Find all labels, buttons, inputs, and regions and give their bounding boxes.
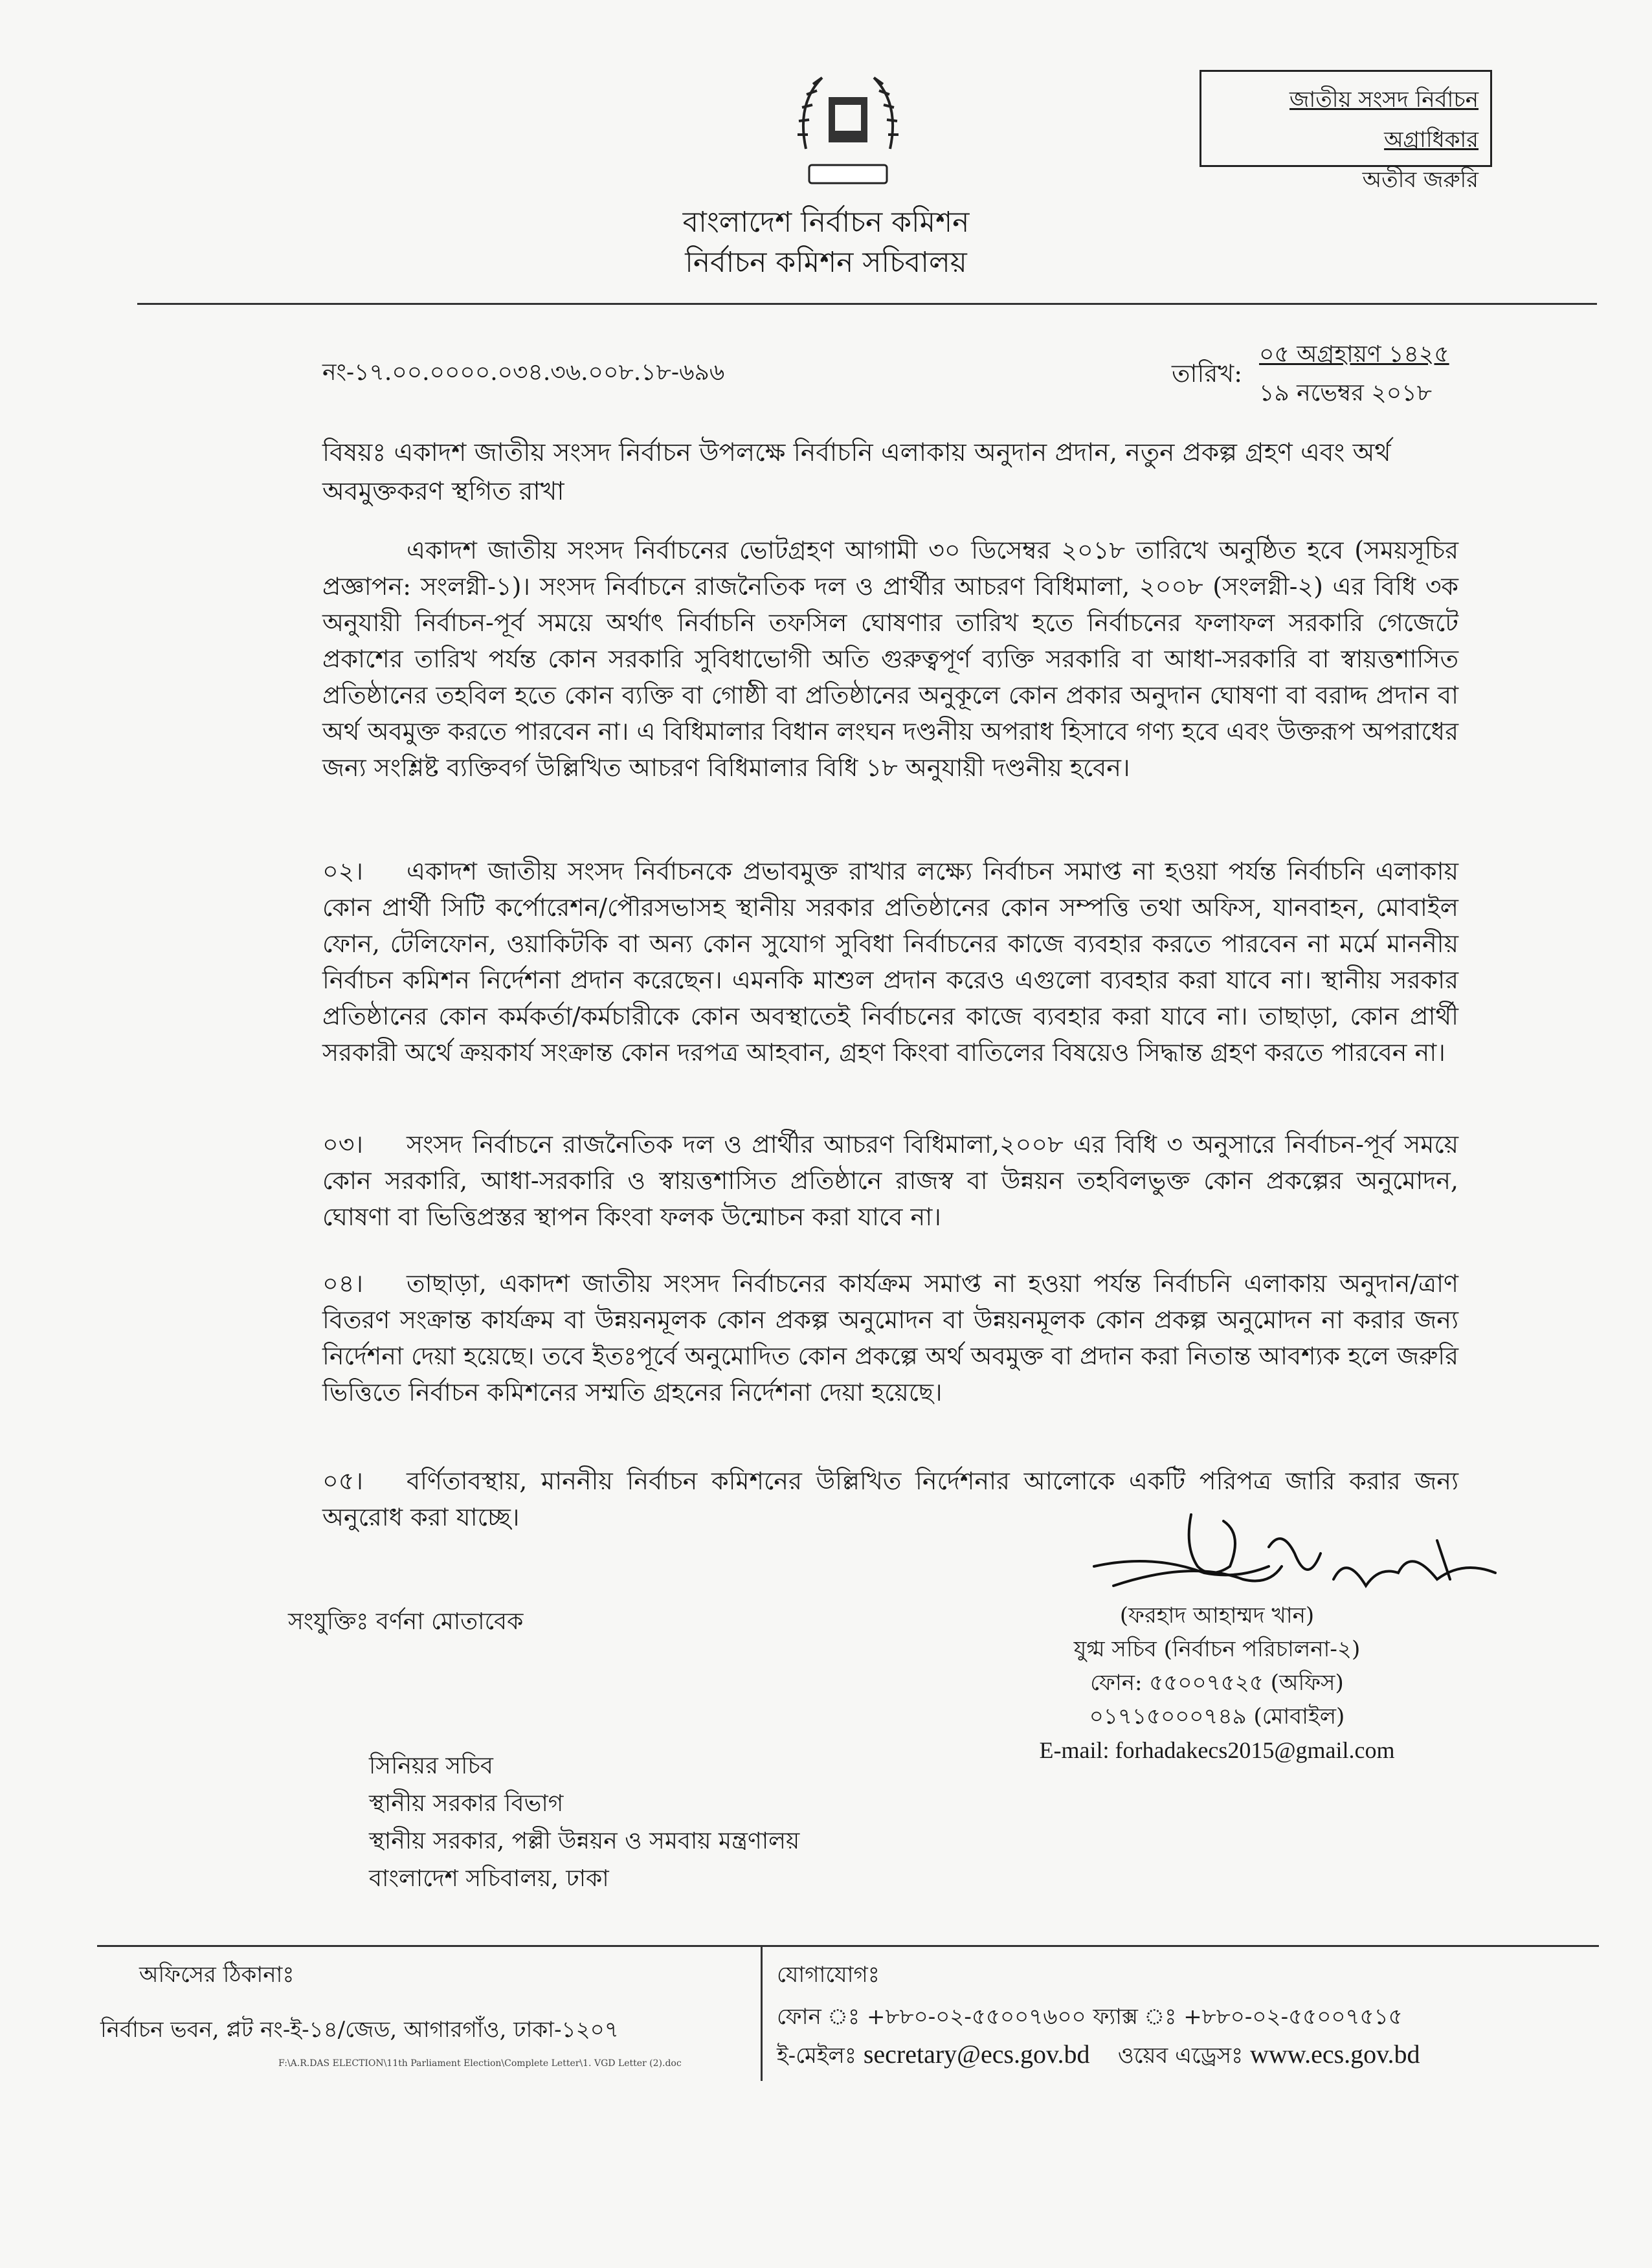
- contact-label: যোগাযোগঃ: [777, 1962, 880, 1988]
- paragraph-03: [322, 1126, 1458, 1235]
- paragraph-number: ০৪।: [322, 1269, 363, 1298]
- paragraph-number: ০২।: [322, 857, 364, 885]
- header-divider: [137, 303, 1597, 305]
- paragraph-02: [322, 853, 1458, 1071]
- addressee-line: স্থানীয় সরকার, পল্লী উন্নয়ন ও সমবায় মন্ত্রণালয়: [369, 1828, 800, 1854]
- signatory-email: E-mail: forhadakecs2015@gmail.com: [1039, 1737, 1395, 1763]
- paragraph-text: তাছাড়া, একাদশ জাতীয় সংসদ নির্বাচনের কার্যক্রম সমাপ্ত না হওয়া পর্যন্ত নির্বাচনি এলাকায় অনুদান/ত্রাণ বিতরণ সংক্রান্ত কার্যক্রম বা উন্নয়নমূলক কোন প্রকল্প অনুমোদন বা উন্নয়নমূলক কোন প্রকল্প অনুমোদন না করার জন্য নির্দেশনা দেয়া হয়েছে। তবে ইতঃপূর্বে অনুমোদিত কোন প্রকল্পে অর্থ অবমুক্ত বা প্রদান করা নিতান্ত আবশ্যক হলে জরুরি ভিত্তিতে নির্বাচন কমিশনের সম্মতি গ্রহনের নির্দেশনা দেয়া হয়েছে।: [322, 1269, 1458, 1406]
- addressee-line: বাংলাদেশ সচিবালয়, ঢাকা: [369, 1865, 609, 1892]
- date-gregorian: ১৯ নভেম্বর ২০১৮: [1259, 380, 1432, 406]
- priority-stamp: [1200, 70, 1492, 193]
- addressee-line: সিনিয়র সচিব: [369, 1753, 493, 1779]
- paragraph-number: ০৩।: [322, 1130, 364, 1159]
- office-address-label: অফিসের ঠিকানাঃ: [139, 1962, 295, 1988]
- paragraph-text: একাদশ জাতীয় সংসদ নির্বাচনের ভোটগ্রহণ আগামী ৩০ ডিসেম্বর ২০১৮ তারিখে অনুষ্ঠিত হবে (সময়সূচির প্রজ্ঞাপন: সংলগ্নী-১)। সংসদ নির্বাচনে রাজনৈতিক দল ও প্রার্থীর আচরণ বিধিমালা, ২০০৮ (সংলগ্নী-২) এর বিধি ৩ক অনুযায়ী নির্বাচন-পূর্ব সময়ে অর্থাৎ নির্বাচনি তফসিল ঘোষণার তারিখ হতে নির্বাচনের ফলাফল সরকারি গেজেটে প্রকাশের তারিখ পর্যন্ত কোন সরকারি সুবিধাভোগী অতি গুরুত্বপূর্ণ ব্যক্তি সরকারি বা আধা-সরকারি বা স্বায়ত্তশাসিত প্রতিষ্ঠানের তহবিল হতে কোন ব্যক্তি বা গোষ্ঠী বা প্রতিষ্ঠানের অনুকূলে কোন প্রকার অনুদান ঘোষণা বা বরাদ্দ প্রদান বা অর্থ অবমুক্ত করতে পারবেন না। এ বিধিমালার বিধান লংঘন দণ্ডনীয় অপরাধ হিসাবে গণ্য হবে এবং উক্তরূপ অপরাধের জন্য সংশ্লিষ্ট ব্যক্তিবর্গ উল্লিখিত আচরণ বিধিমালার বিধি ১৮ অনুযায়ী দণ্ডনীয় হবেন।: [322, 536, 1458, 782]
- email-link[interactable]: secretary@ecs.gov.bd: [863, 2040, 1090, 2069]
- secretariat-name: নির্বাচন কমিশন সচিবালয়: [685, 246, 967, 279]
- web-link[interactable]: www.ecs.gov.bd: [1250, 2040, 1420, 2069]
- signatory-block: [1010, 1599, 1424, 1767]
- email-label: ই-মেইলঃ: [777, 2043, 856, 2069]
- memo-number: নং-১৭.০০.০০০০.০৩৪.৩৬.০০৮.১৮-৬৯৬: [322, 359, 725, 386]
- paragraph-04: [322, 1265, 1458, 1410]
- paragraph-text: সংসদ নির্বাচনে রাজনৈতিক দল ও প্রার্থীর আচরণ বিধিমালা,২০০৮ এর বিধি ৩ অনুসারে নির্বাচন-পূর্ব সময়ে কোন সরকারি, আধা-সরকারি ও স্বায়ত্তশাসিত প্রতিষ্ঠানে রাজস্ব বা উন্নয়ন তহবিলভুক্ত কোন প্রকল্পের অনুমোদন, ঘোষণা বা ভিত্তিপ্রস্তর স্থাপন কিংবা ফলক উন্মোচন করা যাবে না।: [322, 1130, 1458, 1231]
- date-label: তারিখ:: [1172, 359, 1243, 388]
- organization-name: বাংলাদেশ নির্বাচন কমিশন: [682, 206, 970, 239]
- paragraph-text: বর্ণিতাবস্থায়, মাননীয় নির্বাচন কমিশনের উল্লিখিত নির্দেশনার আলোকে একটি পরিপত্র জারি করার জন্য অনুরোধ করা যাচ্ছে।: [322, 1467, 1458, 1531]
- date-bangla: ০৫ অগ্রহায়ণ ১৪২৫: [1259, 341, 1449, 368]
- office-address: নির্বাচন ভবন, প্লট নং-ই-১৪/জেড, আগারগাঁও, ঢাকা-১২০৭: [100, 2017, 619, 2043]
- paragraph-number: ০৫।: [322, 1467, 363, 1495]
- signatory-mobile: ০১৭১৫০০০৭৪৯ (মোবাইল): [1089, 1704, 1345, 1729]
- paragraph-text: একাদশ জাতীয় সংসদ নির্বাচনকে প্রভাবমুক্ত রাখার লক্ষ্যে নির্বাচন সমাপ্ত না হওয়া পর্যন্ত নির্বাচনি এলাকায় কোন প্রার্থী সিটি কর্পোরেশন/পৌরসভাসহ স্থানীয় সরকার প্রতিষ্ঠানের কোন সম্পত্তি তথা অফিস, যানবাহন, মোবাইল ফোন, টেলিফোন, ওয়াকিটকি বা অন্য কোন সুযোগ সুবিধা নির্বাচনের কাজে ব্যবহার করতে পারবেন না মর্মে মাননীয় নির্বাচন কমিশন নির্দেশনা প্রদান করেছেন। এমনকি মাশুল প্রদান করেও এগুলো ব্যবহার করা যাবে না। স্থানীয় সরকার প্রতিষ্ঠানের কোন কর্মকর্তা/কর্মচারীকে কোন অবস্থাতেই নির্বাচনের কাজে ব্যবহার করা যাবে না। তাছাড়া, কোন প্রার্থী সরকারী অর্থে ক্রয়কার্য সংক্রান্ত কোন দরপত্র আহবান, গ্রহণ কিংবা বাতিলের বিষয়েও সিদ্ধান্ত গ্রহণ করতে পারবেন না।: [322, 857, 1458, 1067]
- footer-divider: [97, 1945, 1599, 1947]
- addressee-line: স্থানীয় সরকার বিভাগ: [369, 1790, 564, 1817]
- subject-text: একাদশ জাতীয় সংসদ নির্বাচন উপলক্ষে নির্বাচনি এলাকায় অনুদান প্রদান, নতুন প্রকল্প গ্রহণ এবং অর্থ অবমুক্তকরণ স্থগিত রাখা: [322, 438, 1391, 506]
- signatory-title: যুগ্ম সচিব (নির্বাচন পরিচালনা-২): [1073, 1636, 1361, 1662]
- attachment-note: সংযুক্তিঃ বর্ণনা মোতাবেক: [288, 1608, 524, 1635]
- urgency-line: অতীব জরুরি: [1362, 167, 1479, 193]
- addressee-block: [369, 1748, 799, 1898]
- subject-label: বিষয়ঃ: [322, 438, 386, 467]
- handwritten-signature: [1075, 1489, 1521, 1612]
- priority-line: জাতীয় সংসদ নির্বাচন অগ্রাধিকার: [1289, 87, 1479, 153]
- signatory-name: (ফরহাদ আহাম্মদ খান): [1119, 1603, 1315, 1629]
- web-label: ওয়েব এড্রেসঃ: [1117, 2043, 1244, 2069]
- paragraph-01: [322, 532, 1458, 786]
- contact-email-row: [777, 2039, 1420, 2076]
- file-path: F:\A.R.DAS ELECTION\11th Parliament Election\Complete Letter\1. VGD Letter (2).doc: [278, 2058, 682, 2069]
- subject-line: [322, 434, 1458, 511]
- signatory-phone: ফোন: ৫৫০০৭৫২৫ (অফিস): [1090, 1670, 1344, 1696]
- footer-column-divider: [761, 1945, 763, 2081]
- contact-phone-fax: ফোন ঃ +৮৮০-০২-৫৫০০৭৬০০ ফ্যাক্স ঃ +৮৮০-০২-৫৫০০৭৫১৫: [777, 2004, 1403, 2030]
- election-commission-emblem-icon: [783, 65, 913, 201]
